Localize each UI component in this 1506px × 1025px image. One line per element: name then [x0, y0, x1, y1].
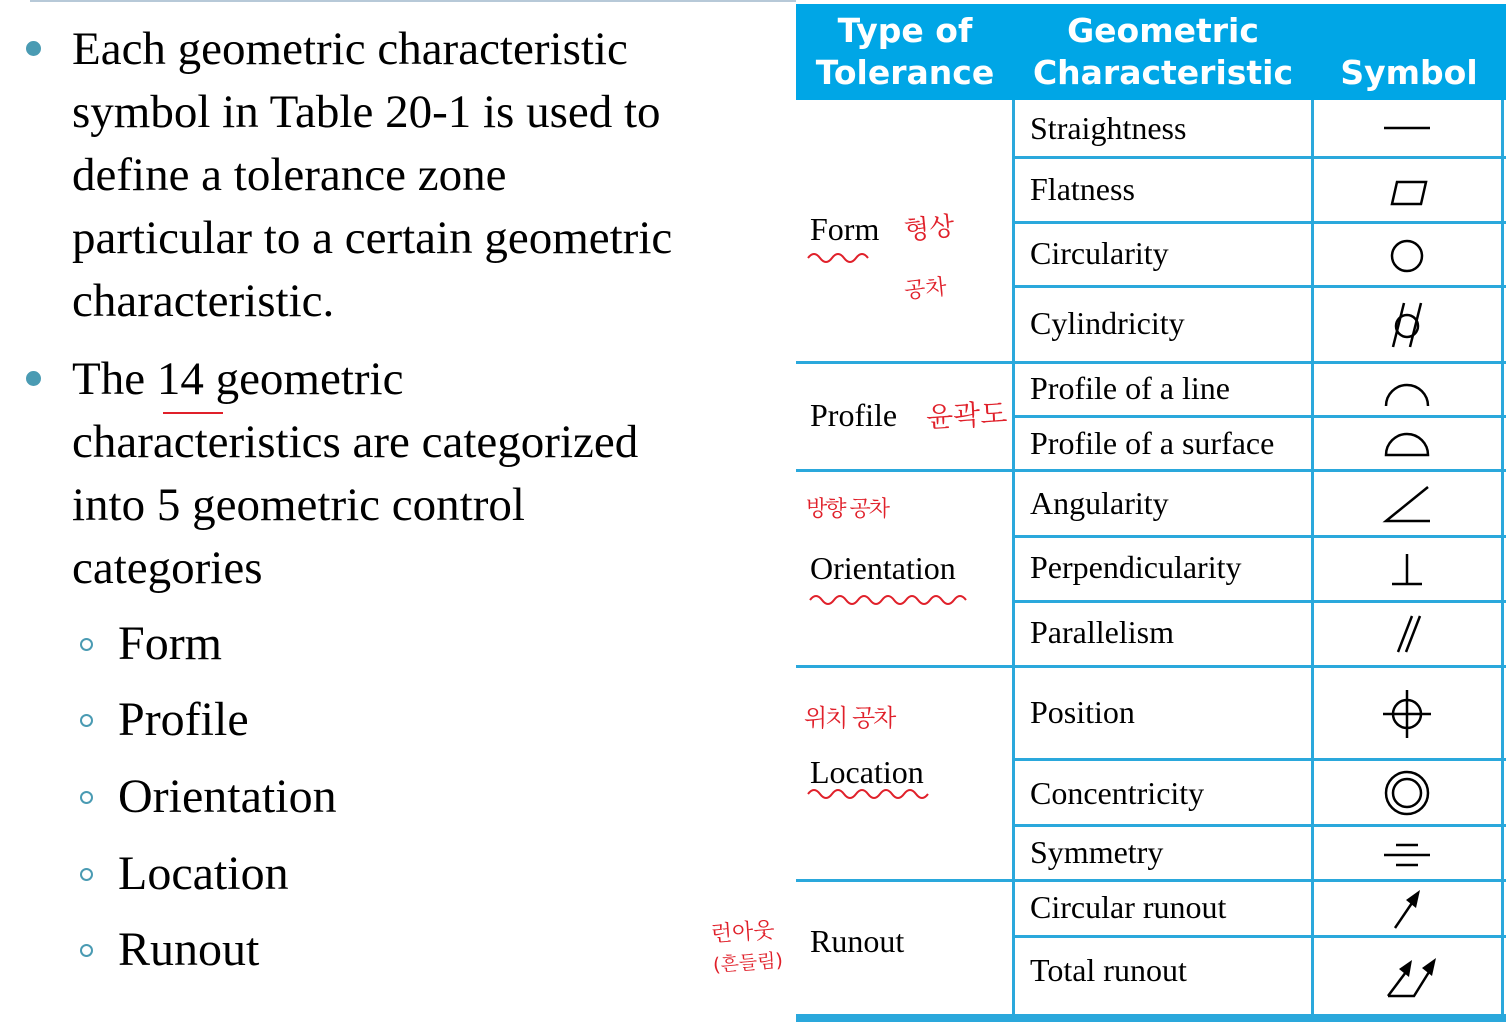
parallelism-icon	[1362, 604, 1452, 664]
grid-line	[1012, 535, 1506, 538]
annotation-orientation: 방향 공차	[806, 497, 889, 522]
bullet-1-line: define a tolerance zone	[72, 149, 507, 201]
slide-top-rule	[30, 0, 796, 2]
cylindricity-icon	[1362, 295, 1452, 355]
category-orientation: Orientation	[810, 550, 956, 586]
characteristic-position: Position	[1030, 694, 1135, 730]
category-location: Location	[810, 754, 924, 790]
bullet-2	[72, 348, 772, 600]
characteristic-flatness: Flatness	[1030, 171, 1135, 207]
characteristic-perpendicularity: Perpendicularity	[1030, 549, 1242, 585]
grid-line	[1311, 100, 1314, 1014]
annotation-form-2: 공차	[903, 274, 948, 305]
angularity-icon	[1362, 475, 1452, 535]
circularity-icon	[1362, 225, 1452, 285]
grid-line	[1501, 100, 1504, 1014]
total-runout-icon	[1362, 944, 1452, 1004]
grid-line	[1012, 100, 1015, 1014]
characteristic-straightness: Straightness	[1030, 110, 1187, 146]
sub-item-runout: Runout	[118, 922, 259, 978]
sub-item-form: Form	[118, 616, 222, 672]
annotation-location: 위치 공차	[804, 704, 895, 732]
category-form: Form	[810, 211, 880, 247]
concentricity-icon	[1362, 763, 1452, 823]
characteristic-circular-runout: Circular runout	[1030, 889, 1227, 925]
bullet-2-line: into 5 geometric control	[72, 479, 525, 531]
flatness-icon	[1362, 162, 1452, 222]
header-symbol: Symbol	[1340, 53, 1478, 92]
characteristic-parallelism: Parallelism	[1030, 614, 1174, 650]
profile-line-icon	[1362, 362, 1452, 422]
characteristic-cylindricity: Cylindricity	[1030, 305, 1185, 341]
grid-line	[1012, 758, 1506, 761]
bullet-1-line: symbol in Table 20-1 is used to	[72, 86, 661, 138]
sub-bullet-ring-icon	[80, 868, 93, 881]
circular-runout-icon	[1362, 878, 1452, 938]
sub-bullet-ring-icon	[80, 638, 93, 651]
sub-item-profile: Profile	[118, 692, 249, 748]
bullet-dot-icon	[26, 371, 41, 386]
header-geometric-characteristic: Geometric Characteristic	[1032, 11, 1294, 92]
characteristic-profile-surface: Profile of a surface	[1030, 425, 1275, 461]
bullet-1-line: particular to a certain geometric	[72, 212, 673, 264]
wavy-underline-annotation	[806, 250, 876, 264]
bullet-2-line: categories	[72, 542, 263, 594]
characteristic-angularity: Angularity	[1030, 485, 1169, 521]
sub-bullet-ring-icon	[80, 791, 93, 804]
characteristic-concentricity: Concentricity	[1030, 775, 1205, 811]
bullet-2-line: characteristics are categorized	[72, 416, 639, 468]
wavy-underline-annotation	[808, 592, 968, 606]
straightness-icon	[1362, 98, 1452, 158]
tolerance-table	[796, 0, 1506, 1025]
category-runout: Runout	[810, 923, 905, 959]
bullet-1	[72, 18, 772, 333]
sub-bullet-ring-icon	[80, 714, 93, 727]
characteristic-circularity: Circularity	[1030, 235, 1169, 271]
characteristic-total-runout: Total runout	[1030, 952, 1187, 988]
table-bottom-rule	[796, 1014, 1506, 1022]
characteristic-symmetry: Symmetry	[1030, 834, 1164, 870]
underline-annotation	[163, 412, 223, 414]
sub-item-location: Location	[118, 846, 289, 902]
table-header	[796, 4, 1506, 100]
annotation-runout: 런아웃 (흔들림)	[710, 918, 784, 977]
grid-line	[1012, 285, 1506, 288]
sub-item-orientation: Orientation	[118, 769, 337, 825]
grid-line	[796, 665, 1506, 668]
symmetry-icon	[1362, 825, 1452, 885]
annotation-profile: 윤곽도	[925, 396, 1009, 435]
grid-line	[1012, 600, 1506, 603]
annotation-form-1: 형상	[902, 211, 956, 247]
bullet-dot-icon	[26, 41, 41, 56]
position-icon	[1362, 684, 1452, 744]
category-profile: Profile	[810, 397, 898, 433]
header-type-of-tolerance: Type of Tolerance	[815, 11, 995, 92]
bullet-1-line: characteristic.	[72, 275, 335, 327]
profile-surface-icon	[1362, 415, 1452, 475]
characteristic-profile-line: Profile of a line	[1030, 370, 1230, 406]
perpendicularity-icon	[1362, 540, 1452, 600]
bullet-2-line: The 14 geometric	[72, 353, 404, 405]
wavy-underline-annotation	[806, 786, 936, 800]
bullet-1-line: Each geometric characteristic	[72, 23, 628, 75]
sub-bullet-ring-icon	[80, 944, 93, 957]
